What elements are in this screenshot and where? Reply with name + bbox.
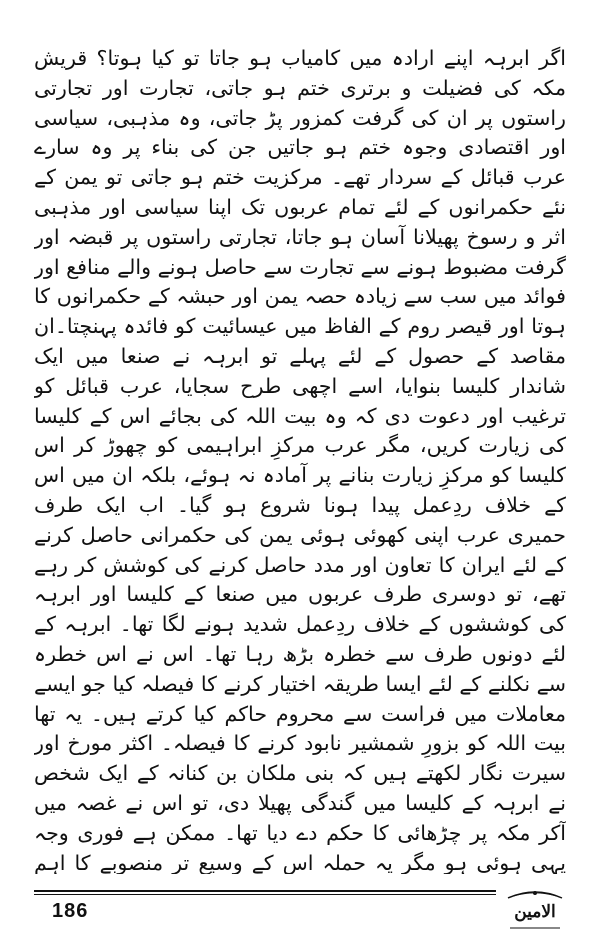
footer-divider [34, 890, 496, 892]
publication-logo [504, 888, 566, 932]
page-footer [34, 888, 566, 934]
page-body-text [34, 44, 566, 874]
paragraph-abraha-intentions: اگر ابرہہ اپنے ارادہ میں کامیاب ہو جاتا تو کیا ہوتا؟ قریش مکہ کی فضیلت و برتری ختم ہو جاتی، تجارت اور تجارتی راستوں پر ان کی گرفت کمزور پڑ جاتی، وہ مذہبی، سیاسی اور اقتصادی وجوہ ختم ہو جاتیں جن کی بناء پر وہ سارے عرب قبائل کے سردار تھے۔ مرکزیت ختم ہو جاتی تو یمن کے نئے حکمرانوں کے لئے تمام عربوں تک اپنا سیاسی اور مذہبی اثر و رسوخ پھیلانا آسان ہو جاتا، تجارتی راستوں پر قبضہ اور گرفت مضبوط ہونے سے تجارت سے حاصل ہونے والے منافع اور فوائد میں سب سے زیادہ حصہ یمن اور حبشہ کے حکمرانوں کا ہوتا اور قیصر روم کے الفاظ میں عیسائیت کو فائدہ پہنچتا۔ان مقاصد کے حصول کے لئے پہلے تو ابرہہ نے صنعا میں ایک شاندار کلیسا بنوایا، اسے اچھی طرح سجایا، عرب قبائل کو ترغیب اور دعوت دی کہ وہ بیت اللہ کی بجائے اس کے کلیسا کی زیارت کریں، مگر عرب مرکزِ ابراہیمی کو چھوڑ کر اس کلیسا کو مرکزِ زیارت بنانے پر آمادہ نہ ہوئے، بلکہ ان میں اس کے خلاف ردِعمل پیدا ہونا شروع ہو گیا۔ اب ایک طرف حمیری عرب اپنی کھوئی ہوئی یمن کی حکمرانی حاصل کرنے کے لئے ایران کا تعاون اور مدد حاصل کرنے کی کوشش کر رہے تھے، تو دوسری طرف عربوں میں صنعا کے کلیسا اور ابرہہ کی کوششوں کے خلاف ردِعمل شدید ہونے لگا تھا۔ ابرہہ کے لئے دونوں طرف سے خطرہ بڑھ رہا تھا۔ اس نے اس خطرہ سے نکلنے کے لئے ایسا طریقہ اختیار کرنے کا فیصلہ کیا جو ایسے معاملات میں فراست سے محروم حاکم کیا کرتے ہیں۔ یہ تھا بیت اللہ کو بزورِ شمشیر نابود کرنے کا فیصلہ۔ اکثر مورخ اور سیرت نگار لکھتے ہیں کہ بنی ملکان بن کنانہ کے ایک شخص نے ابرہہ کے کلیسا میں گندگی پھیلا دی، تو اس نے غصہ میں آکر مکہ پر چڑھائی کا حکم دے دیا تھا۔ ممکن ہے فوری وجہ یہی ہوئی ہو مگر یہ حملہ اس کے وسیع تر منصوبے کا اہم [34, 46, 566, 874]
logo-lettering: الامین [514, 902, 556, 922]
footer-divider-thin [34, 894, 496, 895]
page-number: 186 [52, 900, 89, 922]
